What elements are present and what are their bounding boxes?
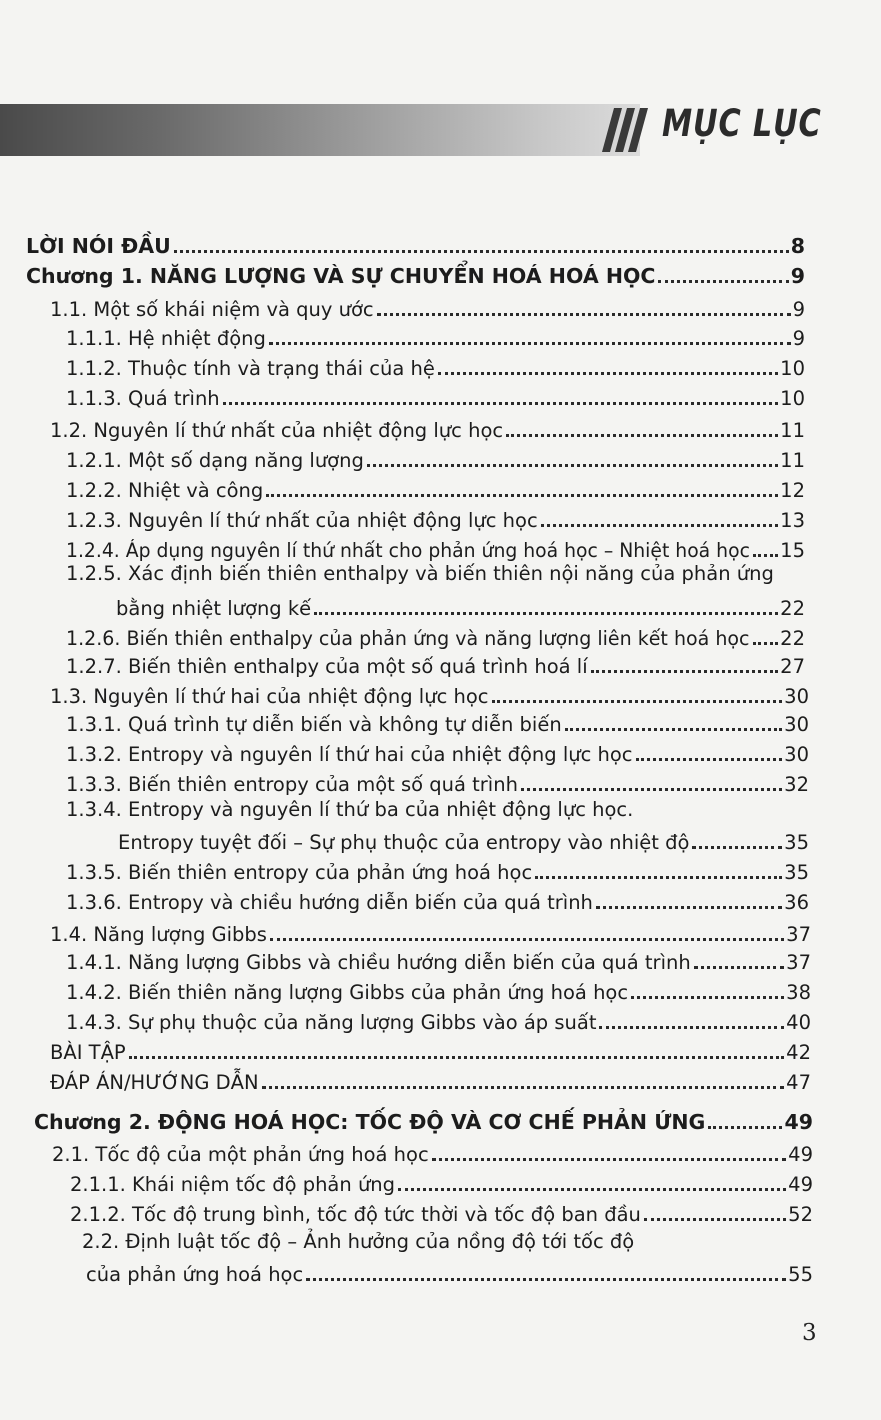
toc-entry-page: 35: [784, 831, 809, 854]
toc-entry-page: 11: [780, 419, 805, 442]
toc-entry: [66, 474, 806, 502]
toc-entry: [66, 1006, 812, 1034]
toc-entry: [50, 680, 810, 708]
toc-entry-label: 1.4.3. Sự phụ thuộc của năng lượng Gibbs vào áp suất: [66, 1011, 597, 1034]
toc-entry-label: Chương 2. ĐỘNG HOÁ HỌC: TỐC ĐỘ VÀ CƠ CHẾ PHẢN ỨNG: [34, 1110, 706, 1134]
toc-entry: [66, 504, 806, 532]
toc-entry-label: bằng nhiệt lượng kế: [116, 597, 312, 620]
toc-entry-page: 36: [784, 891, 809, 914]
dot-leader: [692, 846, 782, 849]
dot-leader: [565, 728, 782, 731]
page-number: 3: [802, 1320, 817, 1346]
header-slash-icon: [600, 100, 660, 160]
toc-entry: [66, 708, 810, 736]
toc-entry-label: 2.1.1. Khái niệm tốc độ phản ứng: [70, 1173, 396, 1196]
toc-entry-page: 35: [784, 861, 809, 884]
toc-entry: [118, 826, 810, 854]
toc-entry: [66, 622, 806, 650]
toc-entry-page: 11: [780, 449, 805, 472]
toc-entry-page: 49: [784, 1110, 813, 1134]
toc-entry-label: Entropy tuyệt đối – Sự phụ thuộc của entropy vào nhiệt độ: [118, 831, 690, 854]
toc-entry: [34, 1106, 814, 1134]
toc-entry-label: 1.1.2. Thuộc tính và trạng thái của hệ: [66, 357, 435, 380]
toc-entry-page: 30: [784, 743, 809, 766]
toc-entry-page: 55: [788, 1263, 813, 1286]
dot-leader: [174, 250, 789, 253]
toc-entry: [66, 768, 810, 796]
toc-entry: [66, 534, 806, 562]
toc-entry-page: 32: [784, 773, 809, 796]
toc-entry-label: 2.2. Định luật tốc độ – Ảnh hưởng của nồng độ tới tốc độ: [82, 1230, 635, 1253]
dot-leader: [506, 434, 778, 437]
dot-leader: [591, 670, 779, 673]
toc-entry: [66, 856, 810, 884]
toc-entry-page: 9: [792, 298, 805, 321]
toc-entry-label: 1.2.3. Nguyên lí thứ nhất của nhiệt động lực học: [66, 509, 538, 532]
dot-leader: [708, 1126, 782, 1129]
toc-entry-page: 15: [780, 539, 805, 562]
toc-entry: [82, 1230, 634, 1253]
dot-leader: [438, 372, 778, 375]
dot-leader: [314, 612, 778, 615]
dot-leader: [223, 402, 779, 405]
toc-entry: [66, 352, 806, 380]
toc-entry: [26, 260, 806, 288]
toc-entry-label: 1.3.3. Biến thiên entropy của một số quá trình: [66, 773, 518, 796]
toc-entry-label: Chương 1. NĂNG LƯỢNG VÀ SỰ CHUYỂN HOÁ HOÁ HỌC: [26, 264, 656, 288]
toc-entry-page: 12: [780, 479, 805, 502]
dot-leader: [694, 966, 784, 969]
toc-entry: [66, 946, 812, 974]
toc-entry-page: 52: [788, 1203, 813, 1226]
toc-entry: [116, 592, 806, 620]
dot-leader: [753, 642, 779, 645]
toc-entry-label: LỜI NÓI ĐẦU: [26, 234, 171, 258]
toc-entry-page: 49: [788, 1143, 813, 1166]
dot-leader: [631, 996, 784, 999]
toc-entry: [52, 1138, 814, 1166]
dot-leader: [658, 280, 788, 283]
dot-leader: [753, 554, 778, 557]
toc-entry-label: 1.3.6. Entropy và chiều hướng diễn biến của quá trình: [66, 891, 593, 914]
toc-entry-label: 1.1.3. Quá trình: [66, 387, 220, 410]
dot-leader: [521, 788, 782, 791]
toc-entry-label: 1.4.2. Biến thiên năng lượng Gibbs của phản ứng hoá học: [66, 981, 629, 1004]
toc-entry-label: 1.2.6. Biến thiên enthalpy của phản ứng và năng lượng liên kết hoá học: [66, 627, 750, 650]
toc-entry-page: 22: [780, 627, 805, 650]
toc-entry-page: 47: [786, 1071, 811, 1094]
toc-entry: [26, 230, 806, 258]
toc-entry-label: 1.2.2. Nhiệt và công: [66, 479, 264, 502]
toc-entry-label: 2.1. Tốc độ của một phản ứng hoá học: [52, 1143, 429, 1166]
toc-entry: [66, 798, 633, 821]
toc-entry: [66, 562, 774, 585]
toc-entry-label: của phản ứng hoá học: [86, 1263, 304, 1286]
toc-entry-page: 30: [784, 685, 809, 708]
toc-entry: [66, 382, 806, 410]
toc-entry: [50, 1036, 812, 1064]
dot-leader: [398, 1188, 786, 1191]
toc-entry-label: BÀI TẬP: [50, 1041, 126, 1064]
toc-entry: [86, 1258, 814, 1286]
toc-entry-label: 2.1.2. Tốc độ trung bình, tốc độ tức thời và tốc độ ban đầu: [70, 1203, 641, 1226]
toc-entry-label: 1.3.2. Entropy và nguyên lí thứ hai của nhiệt động lực học: [66, 743, 633, 766]
toc-entry-page: 30: [784, 713, 809, 736]
toc-entry-label: 1.4. Năng lượng Gibbs: [50, 923, 267, 946]
dot-leader: [432, 1158, 787, 1161]
toc-entry-label: 1.2.7. Biến thiên enthalpy của một số quá trình hoá lí: [66, 655, 588, 678]
toc-entry-page: 37: [786, 923, 811, 946]
dot-leader: [636, 758, 783, 761]
toc-entry: [66, 650, 806, 678]
toc-entry-page: 8: [790, 234, 805, 258]
toc-entry: [50, 293, 806, 321]
dot-leader: [367, 464, 778, 467]
toc-entry-page: 13: [780, 509, 805, 532]
toc-entry-page: 10: [780, 357, 805, 380]
dot-leader: [541, 524, 778, 527]
toc-entry-page: 10: [780, 387, 805, 410]
toc-entry: [50, 1066, 812, 1094]
toc-entry: [66, 444, 806, 472]
dot-leader: [535, 876, 782, 879]
dot-leader: [306, 1278, 786, 1281]
dot-leader: [492, 700, 783, 703]
toc-entry-page: 40: [786, 1011, 811, 1034]
dot-leader: [269, 342, 791, 345]
toc-entry-label: 1.2.4. Áp dụng nguyên lí thứ nhất cho phản ứng hoá học – Nhiệt hoá học: [66, 539, 750, 562]
page-title: MỤC LỤC: [662, 102, 822, 145]
dot-leader: [644, 1218, 786, 1221]
toc-entry: [70, 1168, 814, 1196]
dot-leader: [596, 906, 782, 909]
dot-leader: [266, 494, 778, 497]
toc-entry-page: 42: [786, 1041, 811, 1064]
toc-entry-label: 1.3.5. Biến thiên entropy của phản ứng hoá học: [66, 861, 533, 884]
toc-entry: [50, 918, 812, 946]
toc-entry-page: 37: [786, 951, 811, 974]
dot-leader: [262, 1086, 785, 1089]
toc-entry-page: 9: [790, 264, 805, 288]
toc-entry-label: 1.2.5. Xác định biến thiên enthalpy và biến thiên nội năng của phản ứng: [66, 562, 774, 585]
toc-entry: [66, 976, 812, 1004]
toc-entry-label: ĐÁP ÁN/HƯỚNG DẪN: [50, 1071, 259, 1094]
toc-entry-page: 22: [780, 597, 805, 620]
toc-entry-label: 1.2.1. Một số dạng năng lượng: [66, 449, 364, 472]
toc-entry-label: 1.1.1. Hệ nhiệt động: [66, 327, 266, 350]
toc-entry: [50, 414, 806, 442]
toc-entry-label: 1.2. Nguyên lí thứ nhất của nhiệt động lực học: [50, 419, 504, 442]
dot-leader: [129, 1056, 784, 1059]
toc-entry-label: 1.4.1. Năng lượng Gibbs và chiều hướng diễn biến của quá trình: [66, 951, 691, 974]
toc-entry-page: 49: [788, 1173, 813, 1196]
dot-leader: [270, 938, 784, 941]
toc-entry-label: 1.3.1. Quá trình tự diễn biến và không tự diễn biến: [66, 713, 562, 736]
toc-entry-page: 9: [792, 327, 805, 350]
toc-entry: [66, 738, 810, 766]
dot-leader: [599, 1026, 784, 1029]
dot-leader: [377, 313, 791, 316]
toc-entry-label: 1.1. Một số khái niệm và quy ước: [50, 298, 374, 321]
toc-entry-page: 27: [780, 655, 805, 678]
toc-entry-label: 1.3. Nguyên lí thứ hai của nhiệt động lực học: [50, 685, 489, 708]
toc-entry: [66, 322, 806, 350]
toc-entry: [70, 1198, 814, 1226]
toc-entry-page: 38: [786, 981, 811, 1004]
toc-entry-label: 1.3.4. Entropy và nguyên lí thứ ba của nhiệt động lực học.: [66, 798, 634, 821]
header-band: [0, 104, 640, 156]
toc-entry: [66, 886, 810, 914]
